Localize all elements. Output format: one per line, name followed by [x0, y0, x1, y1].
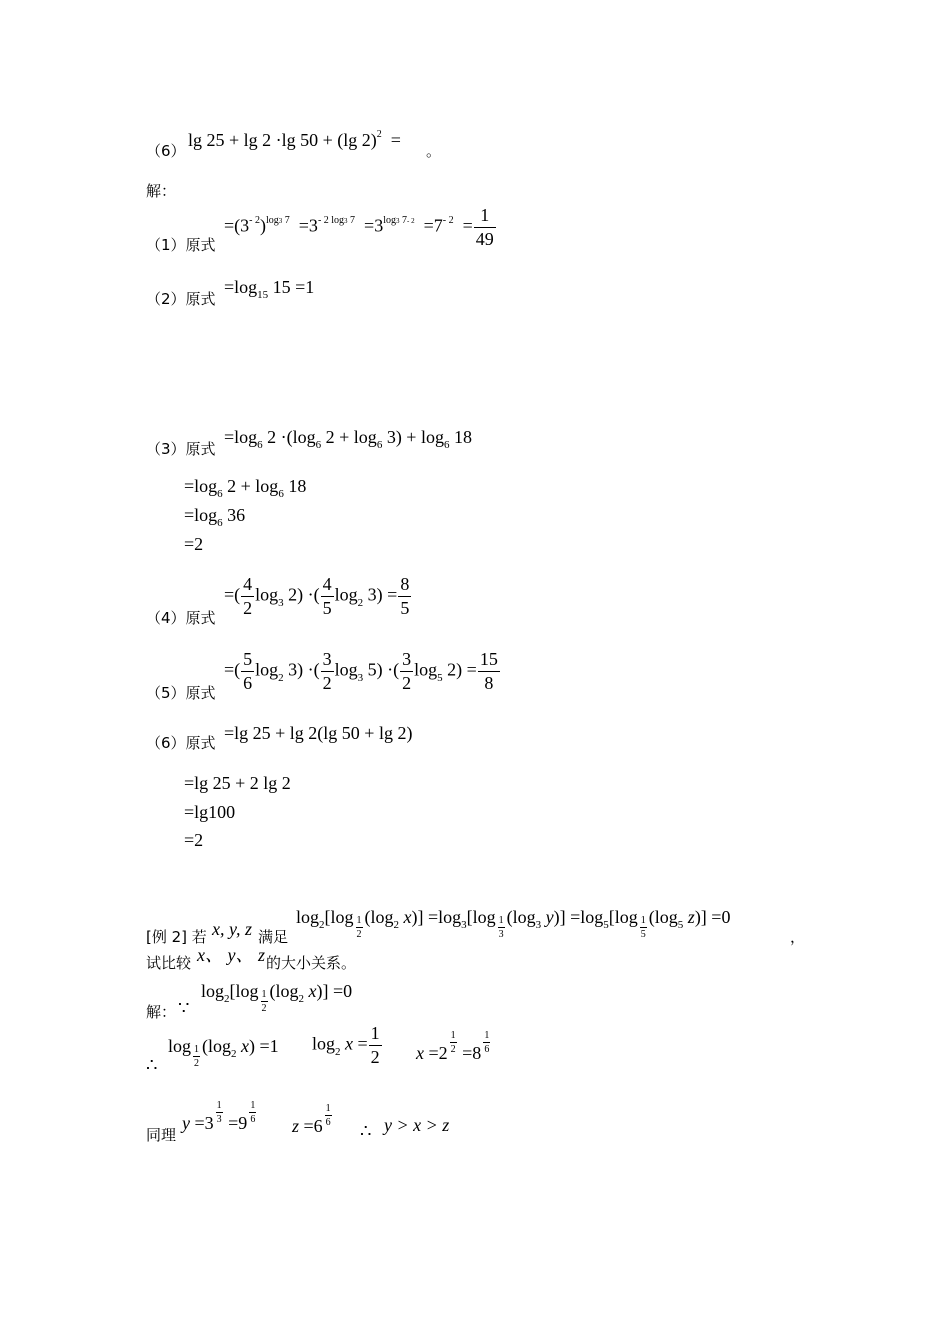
s6-line-2: =lg 25 + 2 lg 2 [184, 773, 291, 793]
ex2-y-expression: y =3 $\frac{1}{3}$ =9 $\frac{1}{6}$ [182, 1100, 256, 1133]
s1-expression: $=(3^{- 2})^{log3 7} =3^{- 2 log3 7} =3^{log3 7- 2} =7^{- 2}$ = $\frac{1}{49}$ [224, 205, 494, 249]
ex2-prefix: [例 2] 若 [146, 928, 207, 946]
q6-expression: lg 25 + lg 2 ·lg 50 + (lg 2)$^2$ = [188, 129, 401, 150]
ex2-z-expression: z =6 $\frac{1}{6}$ [292, 1103, 331, 1136]
ex2-comma: ， [790, 928, 806, 946]
s1-label: （1）原式 [146, 236, 216, 254]
s6-line-4: =2 [184, 830, 204, 850]
s6-line-1: =lg 25 + lg 2(lg 50 + lg 2) [224, 723, 413, 743]
ex2-compare-prefix: 试比较 [146, 954, 192, 972]
ex2-vars: x, y, z [212, 919, 252, 939]
ex2-conclusion: y > x > z [384, 1115, 450, 1135]
s3-line-3: $=\log_6$ 36 [184, 505, 246, 529]
because-symbol: ∵ [178, 998, 190, 1018]
s6-label: （6）原式 [146, 734, 216, 752]
therefore-symbol: ∴ [146, 1055, 158, 1075]
ex2-because-expression: $\log_2[\log$ $\frac{1}{2}$ ($\log_2$ x)] =0 [201, 981, 353, 1014]
ex2-satisfy: 满足 [258, 928, 289, 946]
s3-line-4: =2 [184, 534, 204, 554]
ex2-therefore-step-2: $\log_2 x$ = $\frac{1}{2}$ [312, 1023, 380, 1067]
ex2-solution-label: 解： [146, 1003, 177, 1021]
s2-label: （2）原式 [146, 290, 216, 308]
ex2-condition: $\log_2[\log$ $\frac{1}{2}$ ($\log_2$ $x)] =\log_3[\log$ $\frac{1}{3}$ ($\log_3$ $y)] =\log_5[\log$ $\frac{1}{5}$ ($\log_5$ z)] =0 [296, 907, 731, 940]
s2-expression: $=\log_{15}$ 15 =1 [224, 277, 315, 301]
s5-label: （5）原式 [146, 684, 216, 702]
q6-end-mark: 。 [426, 142, 442, 160]
ex2-therefore-step-3: x =2 $\frac{1}{2}$ =8 $\frac{1}{6}$ [416, 1030, 490, 1063]
ex2-similar-label: 同理 [146, 1126, 177, 1144]
s6-line-3: =lg100 [184, 802, 236, 822]
s5-expression: =( $\frac{5}{6}$ $\log_2 3$) ·( $\frac{3}{2}$ $\log_3 5$) ·( $\frac{3}{2}$ $\log_5 2$) = $\frac{15}{8}$ [224, 649, 498, 693]
solution-label: 解： [146, 182, 177, 200]
s4-expression: =( $\frac{4}{2}$ $\log_3 2$) ·( $\frac{4}{5}$ $\log_2 3$) = $\frac{8}{5}$ [224, 574, 410, 618]
ex2-compare-vars: x、 y、 z [197, 945, 265, 965]
s3-line-2: $=\log_6$ $2 + \log_6 18$ [184, 476, 307, 500]
conclusion-therefore-symbol: ∴ [360, 1121, 372, 1141]
s3-line-1: $=\log_6$ $2 \cdot(\log_6$ $2 + \log_6 3) + \log_6 18$ [224, 427, 472, 451]
q6-label: （6） [146, 142, 186, 160]
s3-label: （3）原式 [146, 440, 216, 458]
ex2-compare-suffix: 的大小关系。 [266, 954, 357, 972]
ex2-therefore-step-1: log $\frac{1}{2}$ ($\log_2$ x) =1 [168, 1036, 279, 1069]
s4-label: （4）原式 [146, 609, 216, 627]
